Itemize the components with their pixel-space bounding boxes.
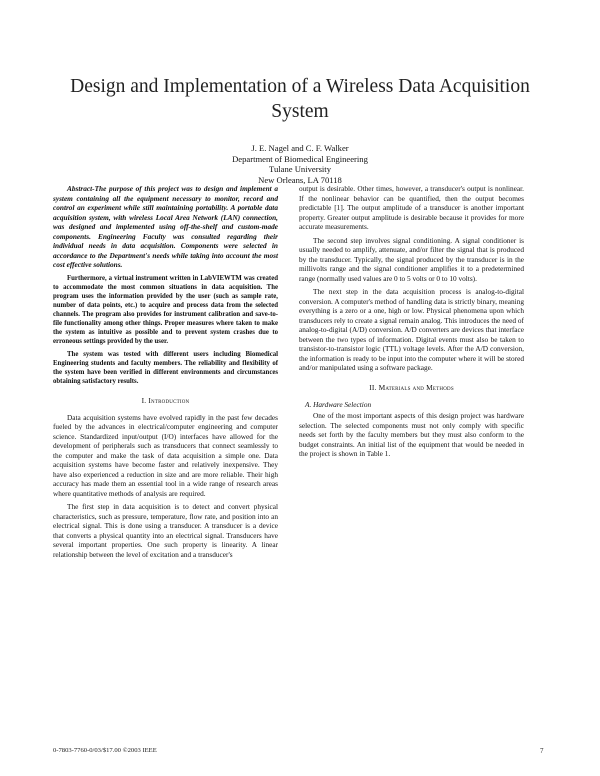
materials-paragraph-1: One of the most important aspects of this design project was hardware selection. The selected components must not only comply with specific needs set forth by the faculty members but they must also conform to the budget constraints. An initial list of the equipment that would be needed in the project is shown in Table 1. bbox=[299, 411, 524, 458]
intro-paragraph-1: Data acquisition systems have evolved rapidly in the past few decades fueled by the advances in electrical/computer engineering and computer science. Standardized input/output (I/O) interfaces have allowed for the development of peripherals such as transducers that connect seamlessly to the computer and make the task of data acquisition a simple one. Data acquisition systems have become faster and relatively inexpensive. They have also experienced a reduction in size and are more reliable. Their high accuracy has made them an essential tool in a wide range of research areas where quantitative methods of analysis are required. bbox=[53, 412, 278, 498]
abstract-label: Abstract- bbox=[67, 184, 95, 193]
subsection-heading-hardware: A. Hardware Selection bbox=[305, 399, 372, 409]
paper-title: Design and Implementation of a Wireless Data Acquisition System bbox=[70, 76, 530, 122]
author-block bbox=[100, 143, 500, 185]
abstract-paragraph-3: The system was tested with different users including Biomedical Engineering students and faculty members. The reliability and flexibility of the system have been verified in different environments and circumstances obtaining satisfactory results. bbox=[53, 350, 278, 385]
abstract-paragraph-1 bbox=[53, 184, 278, 270]
intro-paragraph-2: The first step in data acquisition is to detect and convert physical characteristics, such as pressure, temperature, flow rate, and position into an electrical signal. This is done using a transducer. A transducer is a device that converts a physical quantity into an electrical signal. Transducers have several important properties. One such property is linearity. A linear relationship between the level of excitation and a transducer's bbox=[53, 502, 278, 559]
intro-paragraph-5: The next step in the data acquisition process is analog-to-digital conversion. A computer's method of handling data is strictly binary, meaning everything is a zero or a one, high or low. Physical phenomena upon which transducers rely to create a signal remain analog. This introduces the need of analog-to-digital (A/D) conversion. A/D converters are devices that interface between the two types of information. Digital events must also be taken to transistor-to-transistor logic (TTL) voltage levels. After the A/D conversion, the information is ready to be input into the computer where it will be stored and/or manipulated using a software package. bbox=[299, 287, 524, 372]
left-column bbox=[53, 184, 278, 563]
right-column bbox=[299, 184, 524, 463]
page-number: 7 bbox=[540, 747, 544, 755]
author-university: Tulane University bbox=[269, 164, 331, 175]
author-names: J. E. Nagel and C. F. Walker bbox=[251, 143, 349, 153]
author-city: New Orleans, LA 70118 bbox=[258, 174, 342, 185]
section-heading-introduction: I. Introduction bbox=[141, 395, 190, 405]
section-heading-materials: II. Materials and Methods bbox=[369, 382, 454, 392]
abstract-text-1: The purpose of this project was to design and implement a system containing all the equipment necessary to monitor, record and control an experiment while still maintaining portability. A portable data acquisition system, with wireless Local Area Network (LAN) connection, was designed and implemented using off-the-shelf and custom-made components. Engineering Faculty was consulted regarding their individual needs in data acquisition. Components were selected in accordance to the Department's needs while taking into account the most cost effective solutions. bbox=[53, 184, 278, 269]
intro-paragraph-4: The second step involves signal conditioning. A signal conditioner is usually needed to amplify, attenuate, and/or filter the signal that is produced by the transducer. Typically, the signal produced by the transducer is in the millivolts range and the signal conditioner amplifies it to a predetermined range (normally used values are 0 to 5 volts or 0 to 10 volts). bbox=[299, 235, 524, 283]
abstract-paragraph-2: Furthermore, a virtual instrument written in LabVIEWTM was created to accommodate the most common situations in data acquisition. The program uses the information provided by the user (such as sample rate, number of data points, etc.) to acquire and process data from the selected channels. The program also provides for instrument calibration and save-to-file functionality among other things. Proper measures where taken to make the system as intuitive as possible and to prevent system crashes due to erroneous settings provided by the user. bbox=[53, 274, 278, 345]
intro-paragraph-3: output is desirable. Other times, however, a transducer's output is nonlinear. If the nonlinear behavior can be quantified, then the output becomes predictable [1]. The output amplitude of a transducer is another important property. Greater output amplitude is desirable because it provides for more accurate measurements. bbox=[299, 184, 524, 231]
author-department: Department of Biomedical Engineering bbox=[232, 153, 368, 164]
footer-isbn: 0-7803-7760-0/03/$17.00 ©2003 IEEE bbox=[53, 747, 157, 754]
